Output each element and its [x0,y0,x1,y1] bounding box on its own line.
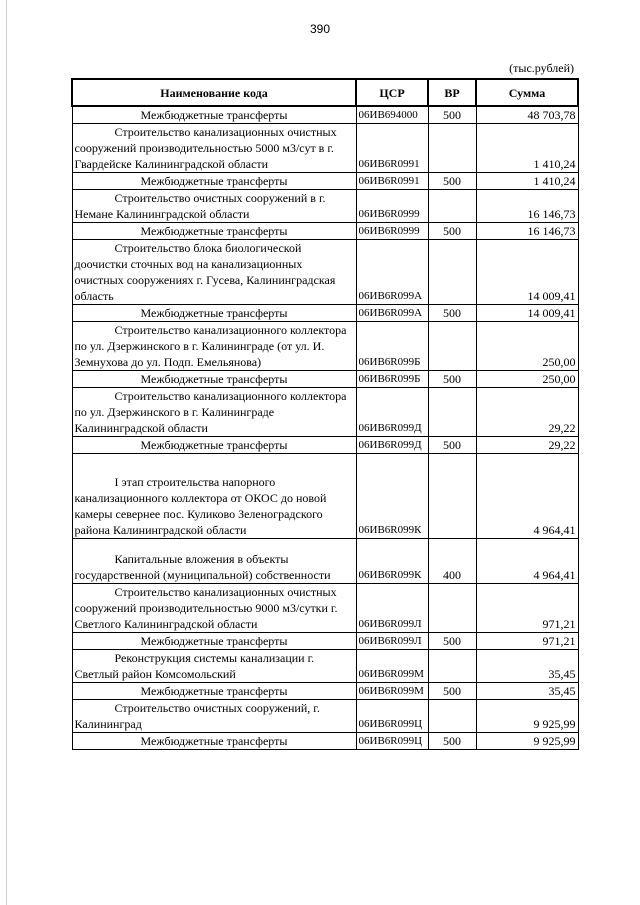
row-name-text: Строительство очистных сооружений в г. Немане Калининградской области [74,191,326,221]
row-vr [428,650,476,683]
row-sum: 14 009,41 [476,240,578,305]
row-csr: 06ИВ6R0991 [356,173,428,190]
row-name: Межбюджетные трансферты [72,305,356,322]
row-sum: 14 009,41 [476,305,578,322]
row-name [72,700,356,733]
table-row [72,173,578,190]
page-margin-rule [6,0,7,905]
table-row [72,683,578,700]
row-name-text: Строительство канализационного коллектора по ул. Дзержинского в г. Калининграде Калининградской области [74,389,347,435]
row-csr: 06ИВ6R099Д [356,388,428,437]
row-name [72,539,356,584]
row-sum: 9 925,99 [476,700,578,733]
table-row [72,305,578,322]
table-row [72,190,578,223]
row-name-text: Строительство очистных сооружений, г. Калининград [74,701,320,731]
table-row [72,633,578,650]
row-name: Межбюджетные трансферты [72,683,356,700]
table-row [72,223,578,240]
row-name [72,124,356,173]
row-vr: 500 [428,106,476,124]
header-sum: Сумма [476,79,578,106]
row-csr: 06ИВ6R099Л [356,584,428,633]
row-sum: 971,21 [476,584,578,633]
row-name-text: Капитальные вложения в объекты государственной (муниципальной) собственности [74,552,331,582]
header-vr: ВР [428,79,476,106]
table-row [72,584,578,633]
row-vr: 500 [428,371,476,388]
row-name: Межбюджетные трансферты [72,371,356,388]
row-sum: 16 146,73 [476,223,578,240]
row-vr: 500 [428,223,476,240]
row-vr: 500 [428,733,476,750]
row-sum: 48 703,78 [476,106,578,124]
row-name [72,322,356,371]
row-sum: 971,21 [476,633,578,650]
row-csr: 06ИВ6R0999 [356,190,428,223]
row-csr: 06ИВ694000 [356,106,428,124]
row-name-text: Реконструкция системы канализации г. Светлый район Комсомольский [74,651,315,681]
header-name: Наименование кода [72,79,356,106]
row-vr: 500 [428,683,476,700]
row-csr: 06ИВ6R099Д [356,437,428,454]
header-csr: ЦСР [356,79,428,106]
table-row [72,388,578,437]
row-name [72,388,356,437]
row-vr [428,322,476,371]
row-sum: 29,22 [476,437,578,454]
row-sum: 35,45 [476,650,578,683]
row-vr [428,124,476,173]
table-row [72,733,578,750]
row-csr: 06ИВ6R0999 [356,223,428,240]
row-csr: 06ИВ6R099Л [356,633,428,650]
row-vr [428,388,476,437]
row-csr: 06ИВ6R099К [356,454,428,539]
table-row [72,124,578,173]
row-sum: 250,00 [476,322,578,371]
budget-table [71,78,579,750]
row-csr: 06ИВ6R099А [356,305,428,322]
row-name [72,190,356,223]
page-number: 390 [309,22,331,36]
row-name [72,240,356,305]
row-name: Межбюджетные трансферты [72,223,356,240]
row-vr: 500 [428,437,476,454]
row-name: Межбюджетные трансферты [72,173,356,190]
table-row [72,437,578,454]
row-sum: 35,45 [476,683,578,700]
row-name: Межбюджетные трансферты [72,106,356,124]
row-name: Межбюджетные трансферты [72,633,356,650]
units-label: (тыс.рублей) [509,61,574,75]
row-csr: 06ИВ6R099Б [356,371,428,388]
row-vr [428,240,476,305]
row-vr: 500 [428,305,476,322]
row-vr: 500 [428,633,476,650]
table-row [72,700,578,733]
table-row [72,106,578,124]
table-header-row [72,79,578,106]
row-csr: 06ИВ6R099Б [356,322,428,371]
row-vr [428,700,476,733]
row-name [72,650,356,683]
row-name [72,454,356,539]
row-vr: 400 [428,539,476,584]
row-name-text: Строительство блока биологической доочистки сточных вод на канализационных очистных сооружениях г. Гусева, Калининградская область [74,241,336,303]
table-body [72,106,578,750]
row-vr [428,584,476,633]
table-row [72,650,578,683]
row-vr: 500 [428,173,476,190]
row-sum: 9 925,99 [476,733,578,750]
row-csr: 06ИВ6R099К [356,539,428,584]
row-sum: 4 964,41 [476,539,578,584]
row-csr: 06ИВ6R099Ц [356,733,428,750]
row-csr: 06ИВ6R099А [356,240,428,305]
row-sum: 4 964,41 [476,454,578,539]
row-vr [428,190,476,223]
row-name [72,584,356,633]
table-row [72,454,578,539]
row-name-text: Строительство канализационных очистных сооружений производительностью 5000 м3/сут в г. Гвардейске Калининградской области [74,125,337,171]
row-name: Межбюджетные трансферты [72,733,356,750]
row-sum: 1 410,24 [476,124,578,173]
row-name-text: Строительство канализационных очистных сооружений производительностью 9000 м3/сутки г. Светлого Калининградской области [74,585,338,631]
row-sum: 1 410,24 [476,173,578,190]
row-name-text: I этап строительства напорного канализационного коллектора от ОКОС до новой камеры севернее пос. Куликово Зеленоградского района Калининградской области [74,475,327,537]
row-name: Межбюджетные трансферты [72,437,356,454]
row-name-text: Строительство канализационного коллектора по ул. Дзержинского в г. Калининграде (от ул. И. Земнухова до ул. Подп. Емельянова) [74,323,347,369]
table-row [72,539,578,584]
row-csr: 06ИВ6R099Ц [356,700,428,733]
row-vr [428,454,476,539]
row-sum: 16 146,73 [476,190,578,223]
row-sum: 250,00 [476,371,578,388]
table-row [72,371,578,388]
row-sum: 29,22 [476,388,578,437]
table-row [72,240,578,305]
row-csr: 06ИВ6R0991 [356,124,428,173]
table-row [72,322,578,371]
row-csr: 06ИВ6R099М [356,683,428,700]
row-csr: 06ИВ6R099М [356,650,428,683]
